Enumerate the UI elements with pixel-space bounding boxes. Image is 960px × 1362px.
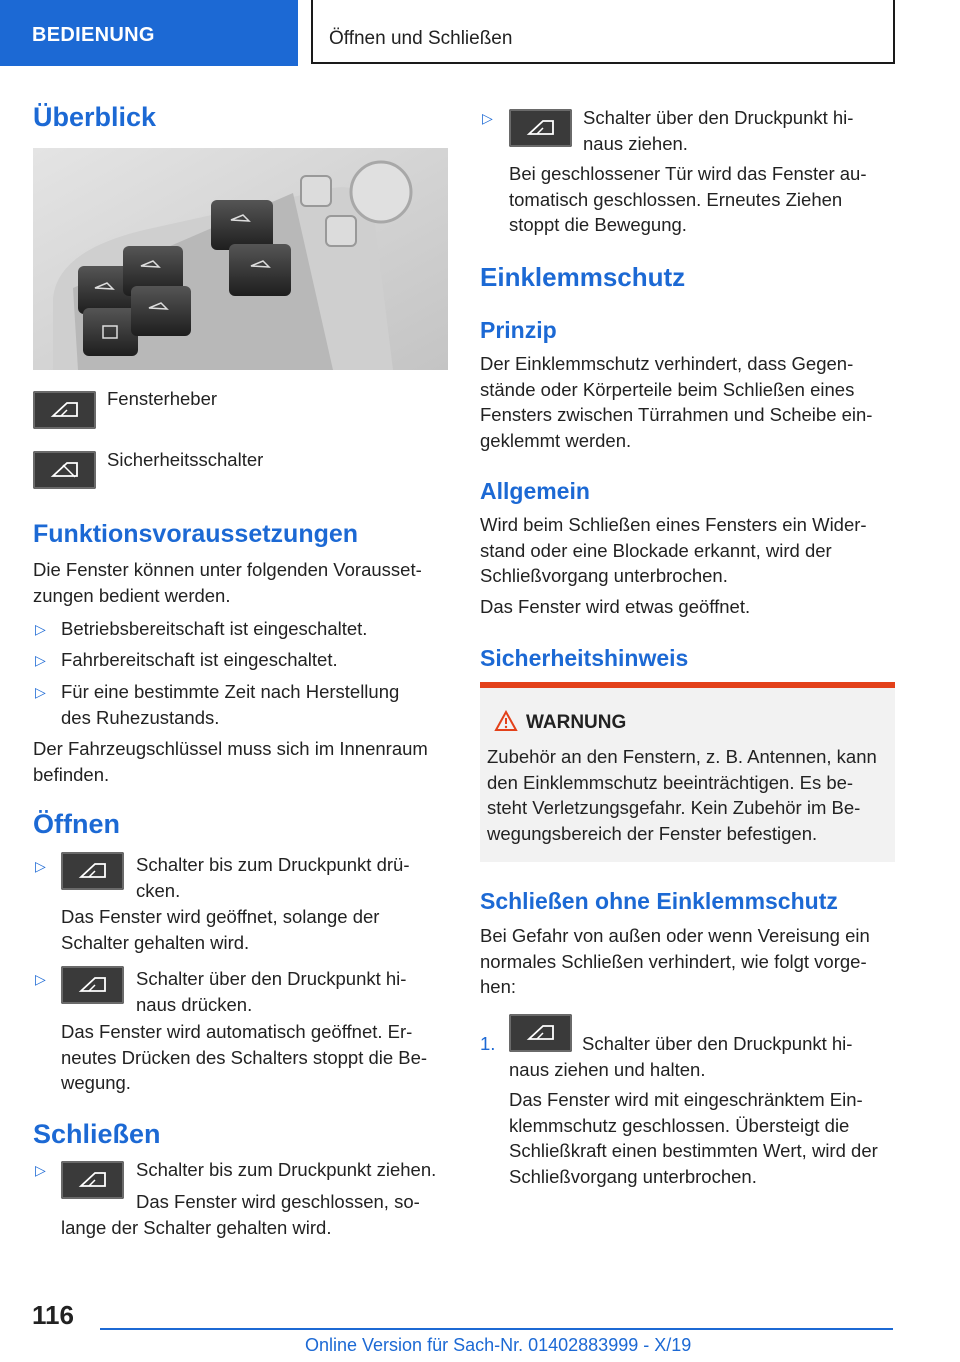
warning-title: WARNUNG bbox=[526, 712, 627, 733]
chapter-box bbox=[311, 0, 895, 64]
text-line: stoppt die Bewegung. bbox=[509, 214, 687, 235]
oeffnen-step-1 bbox=[136, 852, 410, 903]
ohne-text bbox=[480, 923, 870, 1000]
text-line: Schalter über den Druckpunkt hi- bbox=[136, 968, 407, 989]
window-switch-icon bbox=[509, 109, 572, 147]
text-line: den Einklemmschutz beeinträchtigen. Es be- bbox=[487, 771, 854, 793]
warning-triangle-icon bbox=[494, 710, 518, 732]
text-line: des Ruhezustands. bbox=[61, 706, 220, 728]
text-line: Der Fahrzeugschlüssel muss sich im Innenraum bbox=[33, 738, 428, 759]
section-label: BEDIENUNG bbox=[0, 0, 298, 66]
text-line: Die Fenster können unter folgenden Vorausset- bbox=[33, 559, 422, 580]
warning-box bbox=[480, 682, 895, 862]
heading-oeffnen: Öffnen bbox=[33, 809, 120, 839]
heading-prinzip: Prinzip bbox=[480, 317, 557, 343]
heading-schliessen: Schließen bbox=[33, 1119, 161, 1149]
text-line: Für eine bestimmte Zeit nach Herstellung bbox=[61, 681, 400, 702]
bullet-triangle-icon: ▷ bbox=[35, 971, 46, 987]
label-sicherheitsschalter: Sicherheitsschalter bbox=[107, 449, 264, 470]
oeffnen-step-2-result bbox=[61, 1019, 427, 1096]
label-fensterheber: Fensterheber bbox=[107, 388, 218, 409]
window-switch-icon bbox=[61, 852, 124, 890]
text-line: Der Einklemmschutz verhindert, dass Gegen- bbox=[480, 353, 854, 374]
text-line: klemmschutz geschlossen. Übersteigt die bbox=[509, 1114, 850, 1136]
footer-rule bbox=[100, 1328, 893, 1330]
text-line: Wird beim Schließen eines Fensters ein Wider- bbox=[480, 514, 867, 535]
bullet-triangle-icon: ▷ bbox=[35, 621, 46, 637]
text-line: Schalter bis zum Druckpunkt drü- bbox=[136, 854, 410, 875]
oeffnen-step-1-result bbox=[61, 904, 379, 955]
window-switch-photo bbox=[33, 148, 448, 370]
text-line: wegungsbereich der Fenster befestigen. bbox=[487, 822, 818, 844]
text-line: stand oder eine Blockade erkannt, wird der bbox=[480, 539, 832, 561]
prinzip-text bbox=[480, 351, 872, 453]
step-number: 1. bbox=[480, 1033, 496, 1054]
text-line: Das Fenster wird mit eingeschränktem Ein- bbox=[509, 1089, 863, 1110]
text-line: Schließkraft einen bestimmten Wert, wird der bbox=[509, 1140, 878, 1161]
text-line: befinden. bbox=[33, 763, 110, 785]
step-1-text bbox=[509, 1031, 852, 1082]
chapter-title: Öffnen und Schließen bbox=[329, 28, 513, 49]
text-line: Das Fenster wird geöffnet, solange der bbox=[61, 906, 380, 927]
text-line: Schalter gehalten wird. bbox=[61, 931, 250, 953]
window-switch-icon bbox=[61, 966, 124, 1004]
text-line: wegung. bbox=[61, 1072, 131, 1093]
page-header bbox=[0, 0, 960, 66]
text-line: lange der Schalter gehalten wird. bbox=[61, 1216, 332, 1238]
safety-switch-icon bbox=[33, 451, 96, 489]
bullet-triangle-icon: ▷ bbox=[35, 684, 46, 700]
heading-einklemmschutz: Einklemmschutz bbox=[480, 262, 686, 292]
step-1-result bbox=[509, 1087, 878, 1189]
page-number: 116 bbox=[32, 1300, 74, 1330]
text-line: normales Schließen verhindert, wie folgt vorge- bbox=[480, 950, 867, 972]
text-line: Das Fenster wird geschlossen, so- bbox=[136, 1191, 420, 1212]
text-line: geklemmt werden. bbox=[480, 429, 632, 451]
text-line: Schalter über den Druckpunkt hi- bbox=[583, 107, 854, 128]
text-line: Das Fenster wird automatisch geöffnet. Er- bbox=[61, 1021, 413, 1042]
heading-allgemein: Allgemein bbox=[480, 478, 590, 504]
text-line: naus ziehen und halten. bbox=[509, 1058, 706, 1080]
text-line: Schließvorgang unterbrochen. bbox=[480, 565, 728, 586]
text-line: Schalter über den Druckpunkt hi- bbox=[582, 1033, 853, 1054]
oeffnen-step-2 bbox=[136, 966, 406, 1017]
text-line: neutes Drücken des Schalters stoppt die Be- bbox=[61, 1046, 428, 1068]
schliessen-step-2 bbox=[583, 105, 853, 156]
heading-funktionsvoraussetzungen: Funktionsvoraussetzungen bbox=[33, 520, 359, 548]
footer-version: Online Version für Sach-Nr. 01402883999 - X/19 bbox=[305, 1335, 692, 1355]
allgemein-text bbox=[480, 512, 867, 589]
window-lifter-icon bbox=[33, 391, 96, 429]
schliessen-step-2-result bbox=[509, 161, 867, 238]
text-line: zungen bedient werden. bbox=[33, 584, 231, 606]
heading-schliessen-ohne-einklemmschutz: Schließen ohne Einklemmschutz bbox=[480, 888, 838, 914]
funktion-item-2: Fahrbereitschaft ist eingeschaltet. bbox=[61, 649, 338, 670]
funktion-item-3 bbox=[61, 679, 399, 730]
schliessen-step-1-result bbox=[61, 1189, 420, 1240]
warning-text bbox=[487, 744, 877, 846]
text-line: hen: bbox=[480, 976, 517, 997]
text-line: tomatisch geschlossen. Erneutes Ziehen bbox=[509, 188, 843, 210]
text-line: stände oder Körperteile beim Schließen eines bbox=[480, 378, 855, 400]
text-line: Bei Gefahr von außen oder wenn Vereisung ein bbox=[480, 925, 870, 946]
text-line: naus ziehen. bbox=[583, 132, 688, 154]
text-line: steht Verletzungsgefahr. Kein Zubehör im Be- bbox=[487, 797, 861, 818]
funktion-note bbox=[33, 736, 428, 787]
allgemein-text-2: Das Fenster wird etwas geöffnet. bbox=[480, 596, 751, 617]
heading-sicherheitshinweis: Sicherheitshinweis bbox=[480, 645, 689, 671]
schliessen-step-1: Schalter bis zum Druckpunkt ziehen. bbox=[136, 1159, 437, 1180]
text-line: Zubehör an den Fenstern, z. B. Antennen, kann bbox=[487, 746, 877, 767]
bullet-triangle-icon: ▷ bbox=[482, 110, 493, 126]
funktion-intro bbox=[33, 557, 422, 608]
funktion-item-1: Betriebsbereitschaft ist eingeschaltet. bbox=[61, 618, 368, 639]
switch-panel-illustration bbox=[33, 148, 448, 370]
bullet-triangle-icon: ▷ bbox=[35, 652, 46, 668]
bullet-triangle-icon: ▷ bbox=[35, 1162, 46, 1178]
heading-ueberblick: Überblick bbox=[33, 102, 157, 132]
text-line: naus drücken. bbox=[136, 993, 253, 1015]
text-line: Fensters zwischen Türrahmen und Scheibe ein- bbox=[480, 404, 873, 425]
text-line: Schließvorgang unterbrochen. bbox=[509, 1165, 757, 1187]
text-line: cken. bbox=[136, 879, 181, 901]
text-line: Bei geschlossener Tür wird das Fenster au- bbox=[509, 163, 867, 184]
bullet-triangle-icon: ▷ bbox=[35, 858, 46, 874]
